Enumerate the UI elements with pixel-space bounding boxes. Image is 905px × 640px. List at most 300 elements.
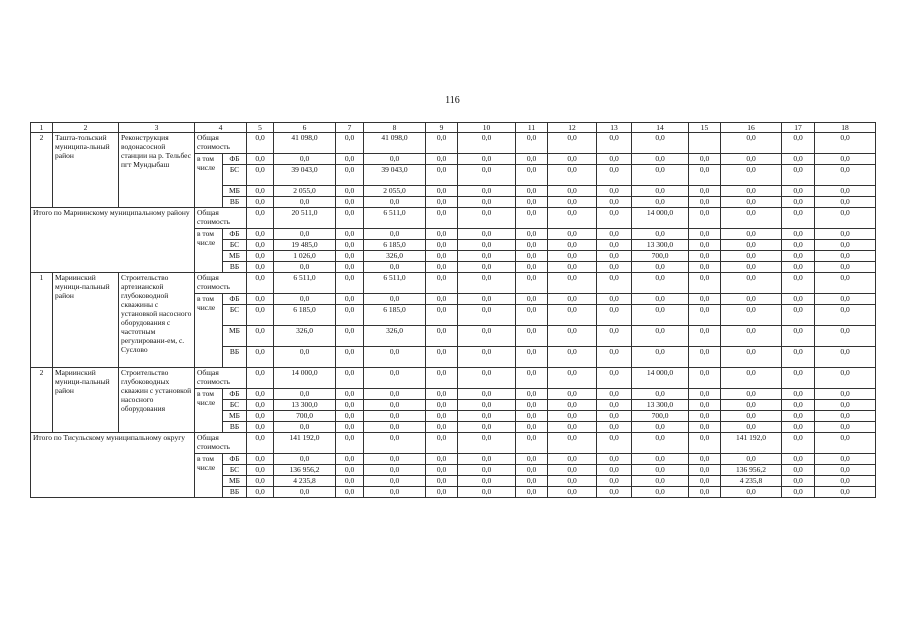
value-cell: 0,0 — [516, 262, 548, 273]
value-cell: 0,0 — [815, 422, 876, 433]
value-cell: 0,0 — [364, 465, 426, 476]
value-cell: 0,0 — [782, 347, 815, 368]
value-cell: 0,0 — [689, 186, 721, 197]
general-cost-label: Общая стоимость — [195, 208, 247, 229]
value-cell: 0,0 — [721, 305, 782, 326]
column-header: 5 — [247, 123, 274, 133]
value-cell: 0,0 — [336, 229, 364, 240]
incl-label: в том числе — [195, 229, 223, 273]
value-cell: 0,0 — [689, 251, 721, 262]
value-cell: 0,0 — [548, 186, 597, 197]
source-label: БС — [223, 240, 247, 251]
value-cell: 0,0 — [364, 411, 426, 422]
row-number: 2 — [31, 133, 53, 208]
value-cell: 0,0 — [364, 400, 426, 411]
value-cell: 0,0 — [336, 133, 364, 154]
table-row — [31, 368, 876, 389]
value-cell: 0,0 — [336, 454, 364, 465]
value-cell: 0,0 — [426, 422, 458, 433]
value-cell: 0,0 — [782, 476, 815, 487]
value-cell: 0,0 — [721, 229, 782, 240]
value-cell: 13 300,0 — [632, 240, 689, 251]
value-cell: 0,0 — [782, 186, 815, 197]
value-cell: 6 511,0 — [364, 208, 426, 229]
value-cell: 0,0 — [274, 294, 336, 305]
value-cell: 19 485,0 — [274, 240, 336, 251]
value-cell: 0,0 — [548, 465, 597, 476]
value-cell: 0,0 — [548, 197, 597, 208]
total-label: Итого по Мариинскому муниципальному району — [31, 208, 195, 273]
value-cell: 0,0 — [458, 305, 516, 326]
value-cell: 0,0 — [516, 400, 548, 411]
value-cell: 0,0 — [721, 411, 782, 422]
value-cell: 0,0 — [516, 465, 548, 476]
value-cell: 0,0 — [597, 262, 632, 273]
value-cell: 0,0 — [632, 197, 689, 208]
value-cell: 0,0 — [426, 411, 458, 422]
value-cell: 0,0 — [632, 465, 689, 476]
value-cell: 326,0 — [364, 251, 426, 262]
value-cell: 0,0 — [632, 165, 689, 186]
general-cost-label: Общая стоимость — [195, 133, 247, 154]
value-cell: 0,0 — [632, 326, 689, 347]
value-cell: 0,0 — [516, 208, 548, 229]
value-cell: 0,0 — [815, 465, 876, 476]
value-cell: 0,0 — [458, 487, 516, 498]
value-cell: 0,0 — [247, 368, 274, 389]
value-cell: 0,0 — [597, 454, 632, 465]
value-cell: 0,0 — [689, 273, 721, 294]
value-cell: 0,0 — [426, 454, 458, 465]
value-cell: 700,0 — [274, 411, 336, 422]
value-cell: 0,0 — [364, 422, 426, 433]
value-cell: 0,0 — [632, 487, 689, 498]
value-cell: 0,0 — [516, 368, 548, 389]
value-cell: 0,0 — [458, 251, 516, 262]
value-cell: 0,0 — [597, 422, 632, 433]
value-cell: 0,0 — [364, 294, 426, 305]
value-cell: 0,0 — [458, 433, 516, 454]
value-cell: 326,0 — [364, 326, 426, 347]
value-cell: 0,0 — [548, 476, 597, 487]
value-cell: 0,0 — [247, 262, 274, 273]
value-cell: 0,0 — [721, 326, 782, 347]
value-cell: 0,0 — [274, 229, 336, 240]
value-cell: 0,0 — [632, 262, 689, 273]
value-cell: 0,0 — [721, 197, 782, 208]
value-cell: 0,0 — [247, 273, 274, 294]
value-cell: 0,0 — [597, 389, 632, 400]
value-cell: 0,0 — [336, 411, 364, 422]
value-cell: 0,0 — [689, 422, 721, 433]
value-cell: 0,0 — [548, 240, 597, 251]
value-cell: 14 000,0 — [274, 368, 336, 389]
value-cell: 326,0 — [274, 326, 336, 347]
value-cell: 0,0 — [426, 154, 458, 165]
value-cell: 0,0 — [632, 229, 689, 240]
value-cell: 6 185,0 — [274, 305, 336, 326]
value-cell: 0,0 — [815, 154, 876, 165]
value-cell: 0,0 — [458, 240, 516, 251]
value-cell: 0,0 — [247, 229, 274, 240]
value-cell: 0,0 — [426, 197, 458, 208]
column-header: 15 — [689, 123, 721, 133]
value-cell: 0,0 — [458, 389, 516, 400]
source-label: ФБ — [223, 154, 247, 165]
value-cell: 0,0 — [247, 305, 274, 326]
value-cell: 0,0 — [721, 186, 782, 197]
value-cell: 0,0 — [516, 422, 548, 433]
value-cell: 0,0 — [597, 305, 632, 326]
value-cell: 0,0 — [815, 186, 876, 197]
value-cell: 0,0 — [336, 476, 364, 487]
value-cell: 0,0 — [458, 400, 516, 411]
value-cell: 0,0 — [336, 368, 364, 389]
value-cell: 6 511,0 — [274, 273, 336, 294]
value-cell: 0,0 — [247, 476, 274, 487]
value-cell: 0,0 — [336, 465, 364, 476]
value-cell: 0,0 — [815, 411, 876, 422]
value-cell: 0,0 — [516, 454, 548, 465]
value-cell: 2 055,0 — [274, 186, 336, 197]
value-cell: 0,0 — [516, 389, 548, 400]
general-cost-label: Общая стоимость — [195, 368, 247, 389]
column-header: 13 — [597, 123, 632, 133]
value-cell: 141 192,0 — [721, 433, 782, 454]
value-cell: 0,0 — [364, 487, 426, 498]
value-cell: 0,0 — [597, 347, 632, 368]
source-label: ВБ — [223, 347, 247, 368]
investment-table — [30, 122, 876, 498]
value-cell: 0,0 — [689, 165, 721, 186]
column-header: 1 — [31, 123, 53, 133]
value-cell: 0,0 — [782, 251, 815, 262]
value-cell: 13 300,0 — [632, 400, 689, 411]
value-cell: 0,0 — [516, 154, 548, 165]
value-cell: 0,0 — [426, 208, 458, 229]
value-cell: 0,0 — [689, 433, 721, 454]
value-cell: 136 956,2 — [721, 465, 782, 476]
value-cell: 0,0 — [782, 133, 815, 154]
value-cell: 0,0 — [721, 389, 782, 400]
value-cell: 0,0 — [247, 389, 274, 400]
table-row — [31, 133, 876, 154]
value-cell: 0,0 — [458, 273, 516, 294]
value-cell: 0,0 — [721, 208, 782, 229]
value-cell: 0,0 — [426, 240, 458, 251]
value-cell: 0,0 — [548, 411, 597, 422]
value-cell: 0,0 — [689, 154, 721, 165]
value-cell: 0,0 — [247, 240, 274, 251]
value-cell: 700,0 — [632, 251, 689, 262]
value-cell: 0,0 — [815, 208, 876, 229]
municipality-name: Мариинский муници-пальный район — [53, 368, 119, 433]
value-cell: 0,0 — [247, 208, 274, 229]
value-cell: 0,0 — [516, 347, 548, 368]
value-cell: 0,0 — [247, 487, 274, 498]
source-label: БС — [223, 305, 247, 326]
value-cell: 0,0 — [597, 411, 632, 422]
value-cell: 0,0 — [247, 186, 274, 197]
value-cell: 0,0 — [247, 411, 274, 422]
value-cell: 0,0 — [336, 165, 364, 186]
value-cell: 0,0 — [548, 433, 597, 454]
value-cell: 0,0 — [689, 389, 721, 400]
value-cell: 0,0 — [782, 154, 815, 165]
value-cell: 0,0 — [516, 251, 548, 262]
value-cell: 0,0 — [815, 262, 876, 273]
value-cell: 6 185,0 — [364, 240, 426, 251]
value-cell: 0,0 — [721, 165, 782, 186]
value-cell: 0,0 — [458, 229, 516, 240]
value-cell: 0,0 — [689, 347, 721, 368]
source-label: ВБ — [223, 422, 247, 433]
table-row — [31, 433, 876, 454]
value-cell: 0,0 — [632, 389, 689, 400]
value-cell: 0,0 — [336, 400, 364, 411]
value-cell: 0,0 — [689, 197, 721, 208]
value-cell: 0,0 — [336, 208, 364, 229]
value-cell: 0,0 — [548, 251, 597, 262]
value-cell: 0,0 — [426, 133, 458, 154]
column-header: 12 — [548, 123, 597, 133]
value-cell: 0,0 — [548, 368, 597, 389]
value-cell: 0,0 — [458, 368, 516, 389]
value-cell: 0,0 — [632, 347, 689, 368]
value-cell: 0,0 — [815, 389, 876, 400]
value-cell: 0,0 — [782, 422, 815, 433]
source-label: МБ — [223, 411, 247, 422]
value-cell: 2 055,0 — [364, 186, 426, 197]
value-cell: 0,0 — [458, 197, 516, 208]
value-cell: 0,0 — [597, 368, 632, 389]
value-cell: 0,0 — [632, 476, 689, 487]
value-cell: 0,0 — [721, 422, 782, 433]
value-cell: 0,0 — [689, 326, 721, 347]
value-cell: 0,0 — [336, 186, 364, 197]
value-cell: 4 235,8 — [274, 476, 336, 487]
incl-label: в том числе — [195, 454, 223, 498]
value-cell: 0,0 — [247, 433, 274, 454]
value-cell: 0,0 — [721, 240, 782, 251]
column-header: 14 — [632, 123, 689, 133]
value-cell: 0,0 — [782, 197, 815, 208]
value-cell: 0,0 — [516, 186, 548, 197]
value-cell: 0,0 — [597, 154, 632, 165]
column-header: 18 — [815, 123, 876, 133]
value-cell: 0,0 — [516, 294, 548, 305]
value-cell: 0,0 — [782, 165, 815, 186]
value-cell: 0,0 — [426, 229, 458, 240]
value-cell: 0,0 — [815, 433, 876, 454]
general-cost-label: Общая стоимость — [195, 273, 247, 294]
value-cell: 0,0 — [247, 251, 274, 262]
value-cell: 4 235,8 — [721, 476, 782, 487]
value-cell: 0,0 — [458, 476, 516, 487]
value-cell: 0,0 — [815, 454, 876, 465]
value-cell: 0,0 — [689, 411, 721, 422]
value-cell: 0,0 — [364, 347, 426, 368]
value-cell: 0,0 — [632, 273, 689, 294]
value-cell: 0,0 — [274, 262, 336, 273]
value-cell: 0,0 — [815, 197, 876, 208]
value-cell: 0,0 — [364, 389, 426, 400]
value-cell: 0,0 — [689, 476, 721, 487]
source-label: МБ — [223, 251, 247, 262]
value-cell: 0,0 — [689, 294, 721, 305]
value-cell: 0,0 — [458, 454, 516, 465]
general-cost-label: Общая стоимость — [195, 433, 247, 454]
value-cell: 0,0 — [516, 476, 548, 487]
value-cell: 0,0 — [247, 294, 274, 305]
value-cell: 0,0 — [548, 305, 597, 326]
value-cell: 0,0 — [247, 165, 274, 186]
row-number: 2 — [31, 368, 53, 433]
value-cell: 0,0 — [815, 240, 876, 251]
value-cell: 0,0 — [689, 465, 721, 476]
value-cell: 0,0 — [364, 197, 426, 208]
value-cell: 0,0 — [426, 368, 458, 389]
value-cell: 0,0 — [426, 326, 458, 347]
value-cell: 0,0 — [689, 487, 721, 498]
value-cell: 14 000,0 — [632, 368, 689, 389]
value-cell: 0,0 — [689, 240, 721, 251]
source-label: БС — [223, 400, 247, 411]
value-cell: 0,0 — [426, 186, 458, 197]
value-cell: 0,0 — [597, 400, 632, 411]
value-cell: 0,0 — [597, 240, 632, 251]
value-cell: 0,0 — [548, 165, 597, 186]
value-cell: 39 043,0 — [364, 165, 426, 186]
value-cell: 0,0 — [721, 347, 782, 368]
value-cell: 0,0 — [597, 294, 632, 305]
value-cell: 0,0 — [426, 487, 458, 498]
value-cell — [689, 133, 721, 154]
value-cell: 0,0 — [274, 389, 336, 400]
source-label: БС — [223, 165, 247, 186]
value-cell: 0,0 — [516, 326, 548, 347]
value-cell: 0,0 — [458, 347, 516, 368]
value-cell: 0,0 — [426, 389, 458, 400]
total-label: Итого по Тисульскому муниципальному округу — [31, 433, 195, 498]
value-cell: 0,0 — [458, 465, 516, 476]
value-cell: 0,0 — [815, 347, 876, 368]
value-cell: 0,0 — [364, 229, 426, 240]
value-cell: 0,0 — [597, 165, 632, 186]
value-cell: 39 043,0 — [274, 165, 336, 186]
value-cell: 0,0 — [364, 154, 426, 165]
value-cell: 0,0 — [815, 294, 876, 305]
value-cell: 0,0 — [426, 262, 458, 273]
value-cell: 0,0 — [632, 305, 689, 326]
value-cell: 0,0 — [689, 262, 721, 273]
value-cell: 0,0 — [548, 389, 597, 400]
value-cell: 0,0 — [597, 186, 632, 197]
value-cell: 0,0 — [782, 240, 815, 251]
value-cell: 0,0 — [782, 487, 815, 498]
value-cell: 0,0 — [516, 240, 548, 251]
value-cell: 0,0 — [336, 197, 364, 208]
value-cell: 0,0 — [336, 251, 364, 262]
value-cell: 0,0 — [426, 465, 458, 476]
value-cell: 0,0 — [426, 400, 458, 411]
value-cell: 0,0 — [336, 326, 364, 347]
value-cell: 0,0 — [247, 326, 274, 347]
value-cell: 0,0 — [274, 154, 336, 165]
value-cell: 0,0 — [426, 251, 458, 262]
value-cell: 0,0 — [426, 476, 458, 487]
value-cell: 0,0 — [721, 262, 782, 273]
value-cell: 0,0 — [815, 133, 876, 154]
page-number: 116 — [445, 95, 460, 106]
value-cell: 0,0 — [815, 273, 876, 294]
value-cell: 0,0 — [247, 197, 274, 208]
value-cell: 1 026,0 — [274, 251, 336, 262]
value-cell: 0,0 — [721, 368, 782, 389]
value-cell: 136 956,2 — [274, 465, 336, 476]
value-cell: 0,0 — [516, 411, 548, 422]
value-cell: 0,0 — [336, 273, 364, 294]
value-cell: 0,0 — [426, 433, 458, 454]
value-cell: 0,0 — [548, 229, 597, 240]
value-cell: 0,0 — [458, 208, 516, 229]
object-name: Строительство артезианской глубоководной скважины с установкой насосного оборудования с частотным регулировани-ем, с. Суслово — [119, 273, 195, 368]
source-label: ФБ — [223, 229, 247, 240]
source-label: МБ — [223, 186, 247, 197]
value-cell: 0,0 — [721, 251, 782, 262]
value-cell: 0,0 — [458, 262, 516, 273]
value-cell: 0,0 — [247, 400, 274, 411]
value-cell: 0,0 — [458, 133, 516, 154]
value-cell: 0,0 — [274, 347, 336, 368]
value-cell: 0,0 — [721, 487, 782, 498]
value-cell: 0,0 — [815, 476, 876, 487]
value-cell: 0,0 — [782, 262, 815, 273]
value-cell: 0,0 — [516, 433, 548, 454]
value-cell: 0,0 — [247, 454, 274, 465]
value-cell: 0,0 — [548, 326, 597, 347]
value-cell: 0,0 — [247, 347, 274, 368]
value-cell: 0,0 — [632, 433, 689, 454]
value-cell: 0,0 — [336, 389, 364, 400]
value-cell: 0,0 — [815, 326, 876, 347]
value-cell: 0,0 — [247, 422, 274, 433]
value-cell: 0,0 — [597, 465, 632, 476]
value-cell: 0,0 — [274, 487, 336, 498]
column-header: 4 — [195, 123, 247, 133]
source-label: МБ — [223, 476, 247, 487]
value-cell: 0,0 — [274, 454, 336, 465]
value-cell: 0,0 — [782, 368, 815, 389]
column-header: 6 — [274, 123, 336, 133]
value-cell: 0,0 — [597, 251, 632, 262]
source-label: ВБ — [223, 487, 247, 498]
value-cell: 0,0 — [689, 208, 721, 229]
value-cell: 0,0 — [458, 411, 516, 422]
value-cell: 0,0 — [721, 273, 782, 294]
value-cell: 0,0 — [516, 229, 548, 240]
table-row — [31, 273, 876, 294]
value-cell: 0,0 — [782, 326, 815, 347]
value-cell: 41 098,0 — [274, 133, 336, 154]
value-cell: 0,0 — [782, 400, 815, 411]
column-header: 8 — [364, 123, 426, 133]
value-cell: 0,0 — [426, 305, 458, 326]
value-cell: 0,0 — [548, 487, 597, 498]
value-cell: 0,0 — [597, 208, 632, 229]
value-cell: 0,0 — [689, 305, 721, 326]
value-cell: 6 511,0 — [364, 273, 426, 294]
